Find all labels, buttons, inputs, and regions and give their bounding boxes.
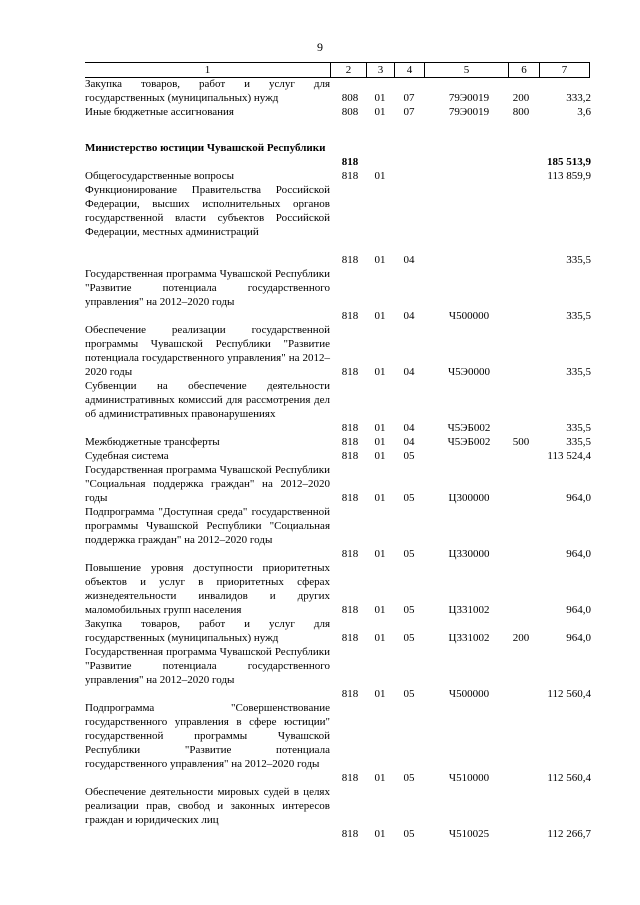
row-code-target: 79Э0019 (448, 92, 490, 104)
row-description: Государственная программа Чувашской Республики "Социальная поддержка граждан" на 2012–2020 годы (85, 464, 330, 504)
row-code-target: Ч500000 (448, 310, 490, 322)
row-code-ministry: 808 (341, 92, 359, 104)
row-code-ministry: 818 (341, 492, 359, 504)
row-code-ministry: 818 (341, 366, 359, 378)
row-amount: 335,5 (566, 310, 591, 322)
row-code-ministry: 818 (341, 772, 359, 784)
row-amount: 335,5 (566, 254, 591, 266)
row-code-target: Ц331002 (448, 604, 490, 616)
row-code-ministry: 818 (341, 436, 359, 448)
table-row (85, 323, 590, 379)
header-col-6: 6 (508, 63, 539, 77)
row-description: Закупка товаров, работ и услуг для государственных (муниципальных) нужд (85, 618, 330, 644)
row-code-ministry: 818 (341, 170, 359, 182)
row-code-subsection: 04 (403, 254, 415, 266)
header-col-4: 4 (394, 63, 424, 77)
row-code-ministry: 818 (341, 548, 359, 560)
row-description: Повышение уровня доступности приоритетных объектов и услуг в приоритетных сферах жизнедеятельности инвалидов и других маломобильных групп населения (85, 562, 330, 616)
row-description: Иные бюджетные ассигнования (85, 106, 234, 118)
row-code-target: Ч5ЭБ002 (447, 422, 491, 434)
row-code-ministry: 818 (341, 828, 359, 840)
row-code-section: 01 (374, 772, 386, 784)
row-amount: 112 560,4 (547, 772, 591, 784)
row-code-expense-type: 800 (512, 106, 530, 118)
row-code-ministry: 818 (341, 310, 359, 322)
row-code-section: 01 (374, 92, 386, 104)
row-code-section: 01 (374, 170, 386, 182)
row-code-section: 01 (374, 828, 386, 840)
row-description: Обеспечение реализации государственной программы Чувашской Республики "Развитие потенциала государственного управления" на 2012–2020 годы (85, 324, 330, 378)
header-col-7: 7 (539, 63, 590, 77)
row-code-section: 01 (374, 366, 386, 378)
row-code-subsection: 07 (403, 106, 415, 118)
table-row (85, 505, 590, 561)
row-code-target: Ч500000 (448, 688, 490, 700)
row-code-subsection: 05 (403, 604, 415, 616)
row-amount: 333,2 (566, 92, 591, 104)
row-description: Подпрограмма "Доступная среда" государственной программы Чувашской Республики "Социальная поддержка граждан" на 2012–2020 годы (85, 506, 330, 546)
row-code-section: 01 (374, 450, 386, 462)
row-code-ministry: 818 (341, 254, 359, 266)
header-col-5: 5 (424, 63, 508, 77)
page-number: 9 (317, 40, 323, 54)
row-code-ministry: 818 (341, 156, 359, 168)
row-amount: 112 560,4 (547, 688, 591, 700)
row-code-subsection: 05 (403, 828, 415, 840)
row-amount: 113 524,4 (547, 450, 591, 462)
row-code-subsection: 05 (403, 772, 415, 784)
row-description: Государственная программа Чувашской Республики "Развитие потенциала государственного управления" на 2012–2020 годы (85, 646, 330, 686)
row-code-subsection: 07 (403, 92, 415, 104)
table-row (85, 141, 590, 169)
row-description: Закупка товаров, работ и услуг для государственных (муниципальных) нужд (85, 78, 330, 104)
table-row (85, 105, 590, 119)
table-row (85, 701, 590, 785)
row-code-expense-type: 200 (512, 632, 530, 644)
table-row (85, 267, 590, 323)
row-code-section: 01 (374, 548, 386, 560)
row-description: Функционирование Правительства Российской Федерации, высших исполнительных органов государственной власти субъектов Российской Федерации, местных администраций (85, 184, 330, 238)
table-row (85, 183, 590, 267)
row-code-target: 79Э0019 (448, 106, 490, 118)
row-code-section: 01 (374, 106, 386, 118)
row-code-ministry: 818 (341, 632, 359, 644)
table-row (85, 617, 590, 645)
table-header (85, 62, 590, 78)
table-row (85, 379, 590, 435)
row-code-section: 01 (374, 688, 386, 700)
row-code-subsection: 05 (403, 632, 415, 644)
row-code-ministry: 818 (341, 422, 359, 434)
row-amount: 964,0 (566, 548, 591, 560)
row-amount: 964,0 (566, 604, 591, 616)
table-row (85, 435, 590, 449)
row-code-target: Ц300000 (448, 492, 490, 504)
row-code-expense-type: 500 (512, 436, 530, 448)
table-row (85, 449, 590, 463)
row-code-target: Ц331002 (448, 632, 490, 644)
row-description: Подпрограмма "Совершенствование государственного управления в сфере юстиции" государственной программы Чувашской Республики "Развитие потенциала государственного управления" на 2012–2020 годы (85, 702, 330, 770)
row-description: Межбюджетные трансферты (85, 436, 220, 448)
row-description: Судебная система (85, 450, 169, 462)
row-code-subsection: 04 (403, 366, 415, 378)
row-code-section: 01 (374, 604, 386, 616)
row-code-target: Ч510025 (448, 828, 490, 840)
row-amount: 335,5 (566, 366, 591, 378)
row-code-section: 01 (374, 422, 386, 434)
row-description: Субвенции на обеспечение деятельности административных комиссий для рассмотрения дел об административных правонарушениях (85, 380, 330, 420)
row-amount: 113 859,9 (547, 170, 591, 182)
row-code-ministry: 808 (341, 106, 359, 118)
table-row (85, 169, 590, 183)
row-amount: 964,0 (566, 492, 591, 504)
row-description: Государственная программа Чувашской Республики "Развитие потенциала государственного управления" на 2012–2020 годы (85, 268, 330, 308)
row-code-expense-type: 200 (512, 92, 530, 104)
row-code-subsection: 05 (403, 450, 415, 462)
row-amount: 112 266,7 (547, 828, 591, 840)
row-code-target: Ч5ЭБ002 (447, 436, 491, 448)
row-amount: 335,5 (566, 436, 591, 448)
row-code-target: Ч5Э0000 (448, 366, 490, 378)
row-code-ministry: 818 (341, 604, 359, 616)
table-row (85, 561, 590, 617)
row-code-subsection: 04 (403, 310, 415, 322)
table-row (85, 463, 590, 505)
row-description: Обеспечение деятельности мировых судей в целях реализации прав, свобод и законных интересов граждан и юридических лиц (85, 786, 330, 826)
row-description: Министерство юстиции Чувашской Республики (85, 142, 326, 154)
table-row (85, 645, 590, 701)
row-code-section: 01 (374, 632, 386, 644)
row-code-section: 01 (374, 436, 386, 448)
table-row (85, 785, 590, 841)
row-amount: 335,5 (566, 422, 591, 434)
row-code-target: Ц330000 (448, 548, 490, 560)
row-code-subsection: 04 (403, 436, 415, 448)
row-code-section: 01 (374, 492, 386, 504)
row-code-subsection: 04 (403, 422, 415, 434)
row-code-ministry: 818 (341, 450, 359, 462)
row-code-subsection: 05 (403, 688, 415, 700)
row-code-subsection: 05 (403, 548, 415, 560)
header-col-2: 2 (330, 63, 366, 77)
row-code-target: Ч510000 (448, 772, 490, 784)
header-col-1: 1 (204, 64, 211, 76)
row-amount: 3,6 (577, 106, 591, 118)
row-code-ministry: 818 (341, 688, 359, 700)
table-row (85, 77, 590, 105)
row-description: Общегосударственные вопросы (85, 170, 234, 182)
row-amount: 185 513,9 (547, 156, 591, 168)
row-code-subsection: 05 (403, 492, 415, 504)
header-col-3: 3 (366, 63, 394, 77)
row-code-section: 01 (374, 310, 386, 322)
row-amount: 964,0 (566, 632, 591, 644)
row-code-section: 01 (374, 254, 386, 266)
